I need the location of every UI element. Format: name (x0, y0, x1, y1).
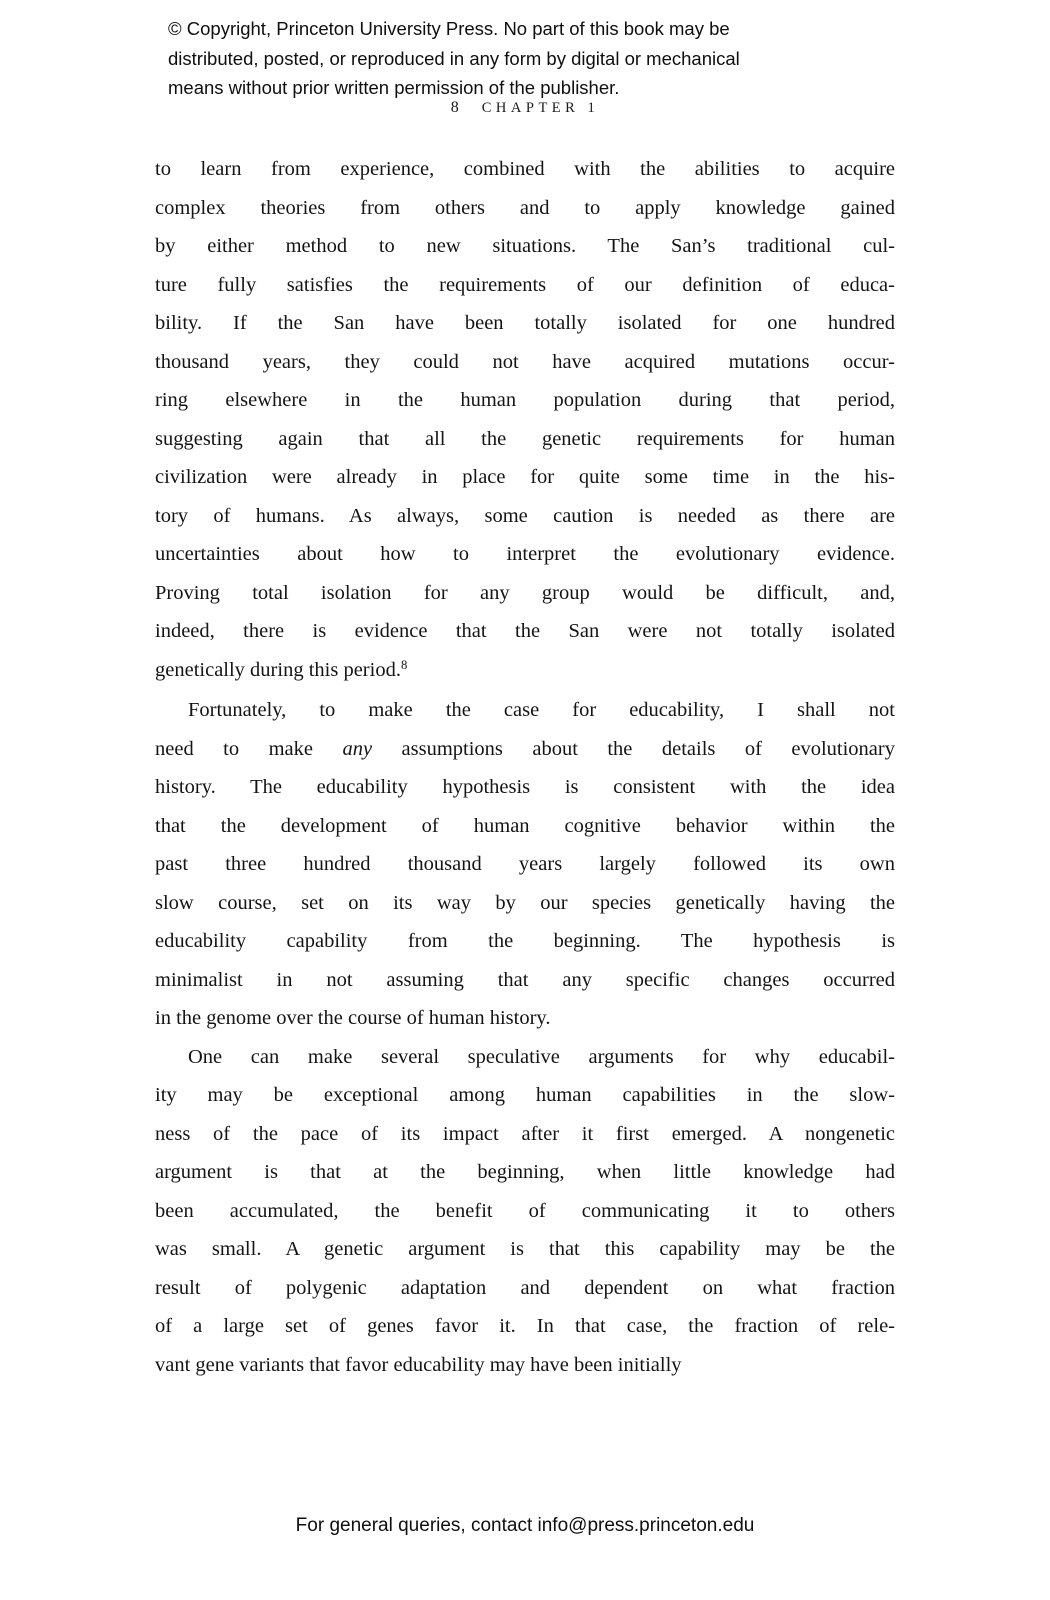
text-segment: in the genome over the course of human history. (155, 1007, 551, 1029)
text-segment: Fortunately, to make the case for educability, I shall not (188, 699, 895, 721)
text-segment: been accumulated, the benefit of communicating it to others (155, 1199, 895, 1222)
text-segment: ness of the pace of its impact after it first emerged. A nongenetic (155, 1122, 895, 1145)
text-segment: ture fully satisfies the requirements of our definition of educa- (155, 273, 895, 296)
text-line (155, 730, 895, 769)
text-segment: need to make (155, 737, 343, 760)
text-line (155, 1115, 895, 1154)
text-line (155, 922, 895, 961)
text-segment: by either method to new situations. The San’s traditional cul- (155, 235, 895, 257)
text-segment: minimalist in not assuming that any specific changes occurred (155, 968, 895, 991)
text-line (155, 1038, 895, 1077)
text-segment: complex theories from others and to apply knowledge gained (155, 196, 895, 219)
text-line (155, 574, 895, 613)
text-segment: thousand years, they could not have acquired mutations occur- (155, 350, 895, 373)
text-line (155, 1192, 895, 1231)
footnote-reference: 8 (400, 657, 408, 672)
text-line (155, 768, 895, 807)
text-line (155, 961, 895, 1000)
text-line (155, 1230, 895, 1269)
text-segment: indeed, there is evidence that the San were not totally isolated (155, 620, 895, 642)
text-segment: Proving total isolation for any group would be difficult, and, (155, 581, 895, 604)
page-number: 8 (450, 99, 460, 116)
text-segment: past three hundred thousand years largely followed its own (155, 853, 895, 875)
text-segment: result of polygenic adaptation and dependent on what fraction (155, 1276, 895, 1299)
text-segment: argument is that at the beginning, when little knowledge had (155, 1161, 895, 1183)
text-line (168, 14, 878, 44)
text-segment: means without prior written permission of the publisher. (168, 77, 620, 98)
text-line (155, 807, 895, 846)
footer-query-text: For general queries, contact info@press.princeton.edu (295, 1515, 755, 1536)
text-line (155, 884, 895, 923)
text-line (155, 304, 895, 343)
text-segment: ring elsewhere in the human population during that period, (155, 389, 895, 411)
paragraph-3 (155, 1038, 895, 1385)
text-line (155, 999, 895, 1038)
text-line (155, 535, 895, 574)
text-segment: ity may be exceptional among human capabilities in the slow- (155, 1084, 895, 1106)
text-line (168, 44, 878, 74)
text-line (155, 266, 895, 305)
text-segment: of a large set of genes favor it. In that case, the fraction of rele- (155, 1315, 895, 1337)
paragraph-2 (155, 691, 895, 1038)
text-segment: slow course, set on its way by our species genetically having the (155, 891, 895, 914)
text-segment: genetically during this period. (155, 658, 401, 681)
text-segment: vant gene variants that favor educability may have been initially (155, 1353, 682, 1376)
text-segment: civilization were already in place for quite some time in the his- (155, 466, 895, 488)
text-line (155, 420, 895, 459)
text-line (155, 845, 895, 884)
text-line (155, 497, 895, 536)
text-line (155, 189, 895, 228)
text-segment: any (342, 737, 373, 760)
text-segment: distributed, posted, or reproduced in any form by digital or mechanical (168, 47, 740, 69)
text-line (155, 651, 895, 692)
text-segment: suggesting again that all the genetic requirements for human (155, 427, 895, 450)
text-segment: to learn from experience, combined with the abilities to acquire (155, 158, 895, 180)
text-line (155, 458, 895, 497)
text-line (155, 227, 895, 266)
text-segment: One can make several speculative arguments for why educabil- (188, 1045, 895, 1068)
text-segment: history. The educability hypothesis is consistent with the idea (155, 776, 895, 798)
paragraph-1 (155, 150, 895, 691)
text-line (155, 1307, 895, 1346)
text-segment: tory of humans. As always, some caution is needed as there are (155, 504, 895, 527)
text-segment: assumptions about the details of evolutionary (372, 737, 895, 760)
text-line (155, 1346, 895, 1385)
text-segment: bility. If the San have been totally isolated for one hundred (155, 312, 895, 334)
text-line (155, 691, 895, 730)
text-line (155, 1153, 895, 1192)
text-segment: uncertainties about how to interpret the evolutionary evidence. (155, 543, 895, 565)
text-line (155, 381, 895, 420)
text-line (155, 1269, 895, 1308)
body-text (155, 150, 895, 1384)
text-line (155, 150, 895, 189)
running-head (0, 99, 1050, 117)
chapter-label: CHAPTER 1 (481, 100, 600, 116)
text-segment: that the development of human cognitive behavior within the (155, 814, 895, 837)
text-segment: educability capability from the beginning. The hypothesis is (155, 930, 895, 952)
text-segment: © Copyright, Princeton University Press. No part of this book may be (168, 18, 730, 39)
text-line (155, 343, 895, 382)
text-segment: was small. A genetic argument is that this capability may be the (155, 1238, 895, 1260)
text-line (155, 1076, 895, 1115)
copyright-notice (168, 14, 878, 103)
text-line (155, 612, 895, 651)
page-footer (0, 1515, 1050, 1537)
